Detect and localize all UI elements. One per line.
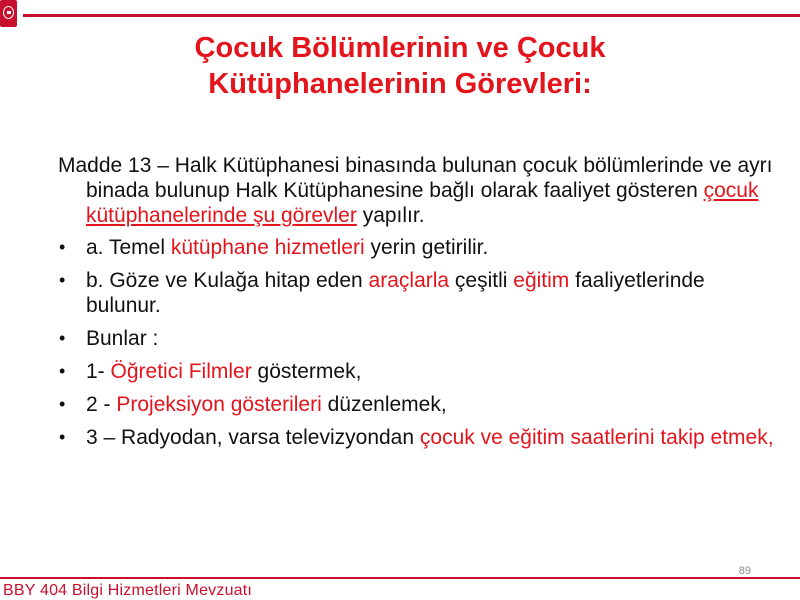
page-number: 89 — [738, 565, 751, 577]
bullet-icon: • — [59, 270, 66, 290]
slide-body — [58, 153, 778, 458]
top-divider — [23, 14, 800, 17]
list-item: • 1- Öğretici Filmler göstermek, — [59, 360, 362, 383]
university-logo-icon — [0, 0, 17, 27]
bullet-icon: • — [59, 361, 66, 381]
bullet-icon: • — [59, 328, 66, 348]
bullet-list — [58, 235, 778, 450]
highlight: Öğretici Filmler — [110, 360, 252, 383]
highlight: çocuk ve eğitim saatlerini takip etmek, — [419, 426, 774, 449]
list-item: • b. Göze ve Kulağa hitap eden araçlarla çeşitli eğitim faaliyetlerinde bulunur. — [59, 269, 705, 317]
bullet-icon: • — [59, 237, 66, 257]
list-item: • a. Temel kütüphane hizmetleri yerin getirilir. — [59, 236, 489, 259]
intro-text: Madde 13 – Halk Kütüphanesi binasında bulunan çocuk bölümlerinde ve ayrı binada bulunup Halk Kütüphanesine bağlı olarak faaliyet gösteren — [58, 154, 773, 202]
intro-highlight: çocuk kütüphanelerinde şu görevler — [86, 179, 759, 227]
intro-paragraph — [58, 153, 778, 228]
slide-title-line-1: Çocuk Bölümlerinin ve Çocuk — [194, 32, 606, 64]
bullet-icon: • — [59, 394, 66, 414]
list-item: • 2 - Projeksiyon gösterileri düzenlemek, — [59, 393, 447, 416]
slide-title-line-2: Kütüphanelerinin Görevleri: — [208, 68, 592, 100]
bullet-icon: • — [59, 427, 66, 447]
list-item: • 3 – Radyodan, varsa televizyondan çocuk ve eğitim saatlerini takip etmek, — [59, 426, 774, 449]
bottom-divider — [0, 577, 800, 579]
highlight: eğitim — [513, 269, 570, 292]
highlight: Projeksiyon gösterileri — [116, 393, 322, 416]
highlight: araçlarla — [368, 269, 450, 292]
footer-course-title: BBY 404 Bilgi Hizmetleri Mevzuatı — [3, 582, 253, 599]
intro-text-end: yapılır. — [356, 204, 425, 227]
slide-title — [80, 30, 720, 102]
highlight: kütüphane hizmetleri — [170, 236, 365, 259]
list-item: • Bunlar : — [59, 327, 159, 350]
